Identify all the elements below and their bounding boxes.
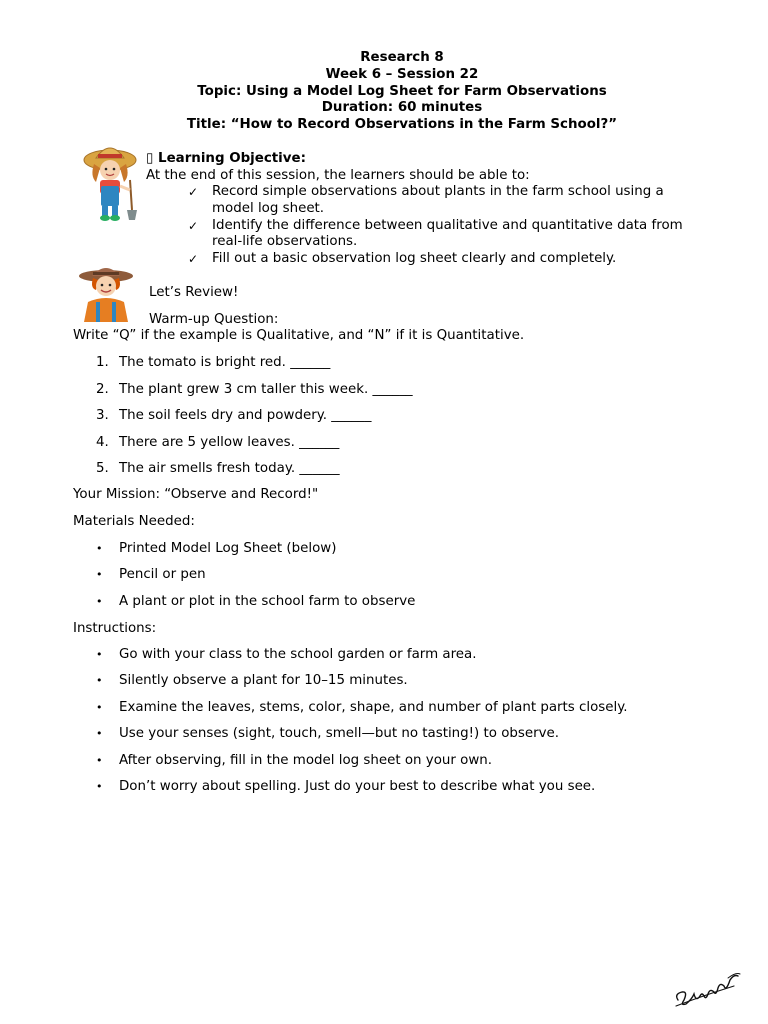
- materials-item: [96, 567, 206, 582]
- warmup-item: [96, 382, 413, 397]
- checkmark-icon: ✓: [188, 185, 199, 199]
- item-text: The air smells fresh today. ______: [119, 461, 340, 476]
- bullet-icon: •: [96, 780, 103, 793]
- topic-line: Topic: Using a Model Log Sheet for Farm Observations: [197, 83, 607, 99]
- document-header: [0, 50, 768, 134]
- item-text: Go with your class to the school garden or farm area.: [119, 647, 477, 662]
- instructions-item: [96, 726, 559, 741]
- duration-line: Duration: 60 minutes: [321, 100, 483, 116]
- warmup-heading: Warm-up Question:: [149, 312, 279, 327]
- objective-text: Record simple observations about plants in the farm school using a model log sheet.: [212, 184, 664, 216]
- bullet-icon: •: [96, 595, 103, 608]
- objective-text: Identify the difference between qualitative and quantitative data from real-life observations.: [212, 217, 683, 250]
- farmer-boy-icon: [76, 262, 136, 326]
- objective-list: [188, 184, 708, 268]
- item-text: The tomato is bright red. ______: [119, 355, 331, 370]
- item-text: After observing, fill in the model log sheet on your own.: [119, 753, 493, 768]
- objective-item: [188, 218, 708, 252]
- signature-icon: [672, 966, 744, 1016]
- item-text: Use your senses (sight, touch, smell—but no tasting!) to observe.: [119, 726, 560, 741]
- materials-item: [96, 541, 336, 556]
- learning-objective-label: Learning Objective:: [158, 151, 306, 166]
- item-text: Printed Model Log Sheet (below): [119, 541, 337, 556]
- bullet-icon: •: [96, 542, 103, 555]
- learning-objective-title: [146, 151, 306, 166]
- bullet-icon: •: [96, 674, 103, 687]
- checkmark-icon: ✓: [188, 218, 199, 233]
- review-heading: Let’s Review!: [149, 285, 239, 300]
- item-text: The plant grew 3 cm taller this week. ______: [119, 382, 413, 397]
- week-session-line: Week 6 – Session 22: [325, 66, 479, 82]
- item-text: Examine the leaves, stems, color, shape, and number of plant parts closely.: [119, 700, 628, 715]
- warmup-instruction: Write “Q” if the example is Qualitative, and “N” if it is Quantitative.: [73, 328, 525, 343]
- placeholder-box-icon: ▯: [146, 151, 154, 166]
- instructions-item: [96, 753, 492, 768]
- bullet-icon: •: [96, 727, 103, 740]
- item-text: A plant or plot in the school farm to observe: [119, 594, 416, 609]
- bullet-icon: •: [96, 568, 103, 581]
- item-text: The soil feels dry and powdery. ______: [119, 408, 372, 423]
- item-text: There are 5 yellow leaves. ______: [119, 435, 340, 450]
- objective-intro: At the end of this session, the learners should be able to:: [146, 168, 530, 183]
- item-number: 3.: [96, 408, 109, 423]
- bullet-icon: •: [96, 754, 103, 767]
- warmup-item: [96, 355, 330, 370]
- instructions-heading: Instructions:: [73, 621, 157, 636]
- item-text: Pencil or pen: [119, 567, 206, 582]
- item-number: 1.: [96, 355, 109, 370]
- materials-heading: Materials Needed:: [73, 514, 195, 529]
- warmup-item: [96, 408, 371, 423]
- item-number: 5.: [96, 461, 109, 476]
- instructions-item: [96, 779, 595, 794]
- mission-line: Your Mission: “Observe and Record!": [73, 487, 319, 502]
- subject-line: Research 8: [360, 50, 444, 65]
- instructions-item: [96, 700, 628, 715]
- objective-text: Fill out a basic observation log sheet clearly and completely.: [212, 251, 617, 267]
- bullet-icon: •: [96, 701, 103, 714]
- objective-item: [188, 184, 708, 218]
- item-text: Don’t worry about spelling. Just do your best to describe what you see.: [119, 779, 596, 794]
- objective-item: [188, 251, 708, 268]
- warmup-item: [96, 435, 339, 450]
- materials-item: [96, 594, 415, 609]
- warmup-item: [96, 461, 340, 476]
- instructions-item: [96, 647, 477, 662]
- title-line: Title: “How to Record Observations in the Farm School?”: [186, 117, 618, 133]
- instructions-item: [96, 673, 408, 688]
- checkmark-icon: ✓: [188, 252, 199, 267]
- farmer-girl-icon: [80, 136, 144, 228]
- item-number: 4.: [96, 435, 109, 450]
- bullet-icon: •: [96, 648, 103, 661]
- item-number: 2.: [96, 382, 109, 397]
- item-text: Silently observe a plant for 10–15 minutes.: [119, 673, 408, 688]
